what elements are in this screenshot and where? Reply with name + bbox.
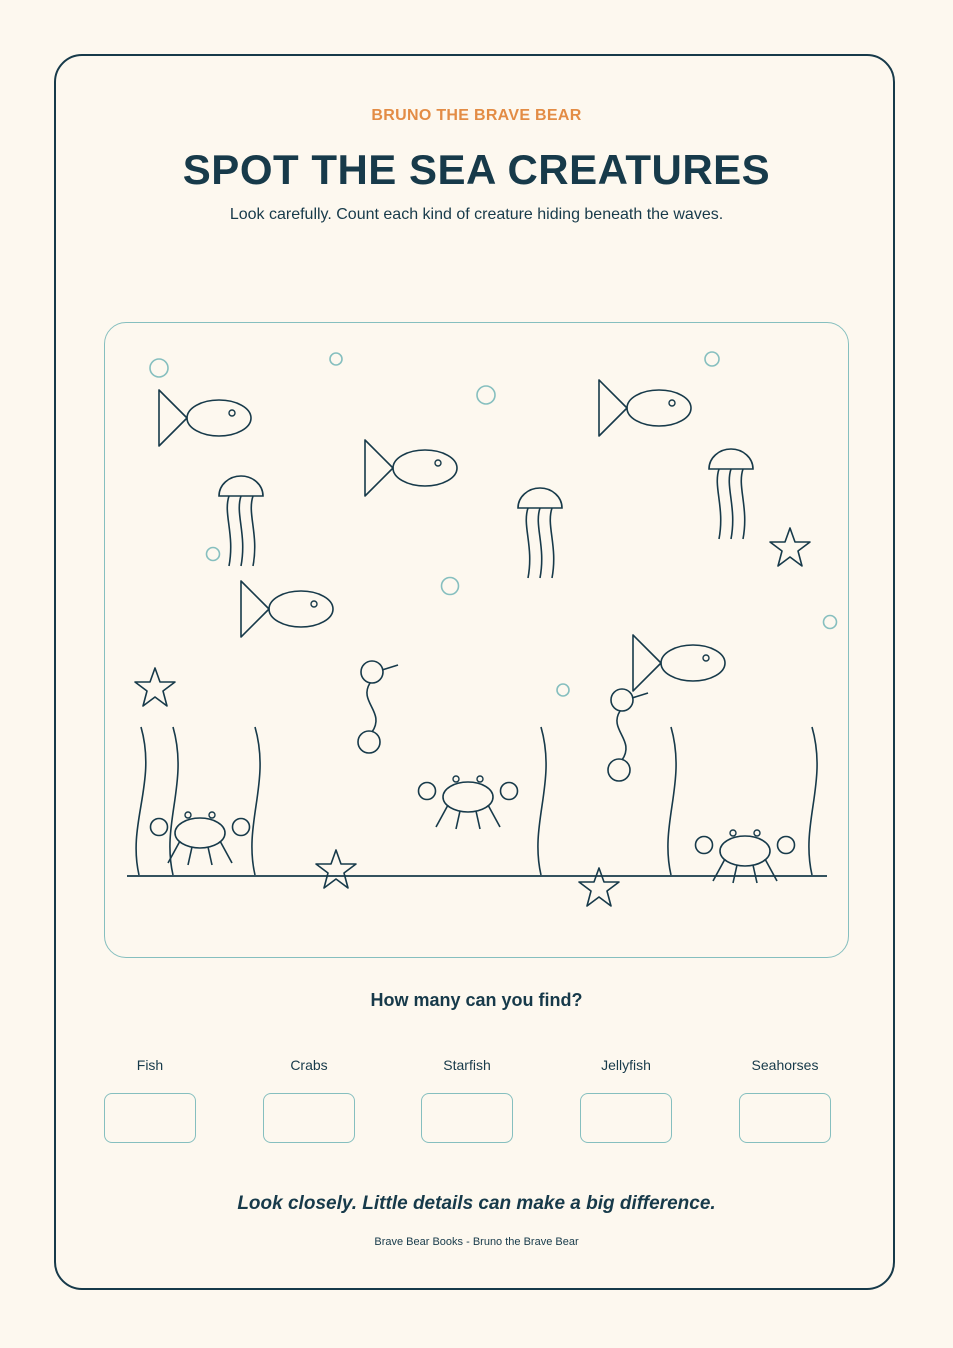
count-box-crabs[interactable] xyxy=(263,1093,355,1143)
crab-icon xyxy=(151,812,250,865)
jellyfish-icon xyxy=(709,449,753,539)
motto-text: Look closely. Little details can make a big difference. xyxy=(237,1193,716,1214)
sea-scene xyxy=(104,322,849,958)
count-box-seahorses[interactable] xyxy=(739,1093,831,1143)
count-column-fish xyxy=(104,1056,196,1143)
starfish-icon xyxy=(135,668,175,706)
count-label-crabs: Crabs xyxy=(290,1057,328,1073)
bubble-icon xyxy=(207,548,220,561)
count-box-starfish[interactable] xyxy=(421,1093,513,1143)
jellyfish-icon xyxy=(518,488,562,578)
seahorse-icon xyxy=(608,689,648,781)
seaweed-icon xyxy=(136,727,146,875)
starfish-icon xyxy=(316,850,356,888)
seaweed-icon xyxy=(538,727,546,875)
fish-icon xyxy=(633,635,725,691)
bubble-icon xyxy=(330,353,342,365)
seaweed-icon xyxy=(252,727,260,875)
count-column-jellyfish xyxy=(580,1056,672,1143)
count-label-seahorses: Seahorses xyxy=(751,1057,819,1073)
fish-icon xyxy=(599,380,691,436)
count-box-fish[interactable] xyxy=(104,1093,196,1143)
seahorse-icon xyxy=(358,661,398,753)
fish-icon xyxy=(365,440,457,496)
series-label: BRUNO THE BRAVE BEAR xyxy=(371,107,582,124)
seaweed-icon xyxy=(809,727,817,875)
count-column-starfish xyxy=(421,1056,513,1143)
jellyfish-icon xyxy=(219,476,263,566)
sea-scene-illustration xyxy=(105,323,850,959)
bubble-icon xyxy=(150,359,168,377)
page-subtitle: Look carefully. Count each kind of creature hiding beneath the waves. xyxy=(229,206,724,223)
fish-icon xyxy=(241,581,333,637)
count-box-jellyfish[interactable] xyxy=(580,1093,672,1143)
count-label-starfish: Starfish xyxy=(443,1057,491,1073)
counting-question: How many can you find? xyxy=(370,990,583,1010)
starfish-icon xyxy=(579,868,619,906)
crab-icon xyxy=(419,776,518,829)
count-label-fish: Fish xyxy=(136,1057,164,1073)
count-label-jellyfish: Jellyfish xyxy=(601,1057,651,1073)
bubble-icon xyxy=(824,616,837,629)
count-column-seahorses xyxy=(739,1056,831,1143)
bubble-icon xyxy=(442,578,459,595)
count-column-crabs xyxy=(263,1056,355,1143)
bubble-icon xyxy=(477,386,495,404)
seaweed xyxy=(136,727,817,875)
crab-icon xyxy=(696,830,795,883)
footer-credit: Brave Bear Books - Bruno the Brave Bear xyxy=(374,1236,579,1248)
bubble-icon xyxy=(557,684,569,696)
page-title: SPOT THE SEA CREATURES xyxy=(182,146,771,193)
fish-icon xyxy=(159,390,251,446)
starfish-icon xyxy=(770,528,810,566)
bubble-icon xyxy=(705,352,719,366)
seaweed-icon xyxy=(668,727,676,875)
